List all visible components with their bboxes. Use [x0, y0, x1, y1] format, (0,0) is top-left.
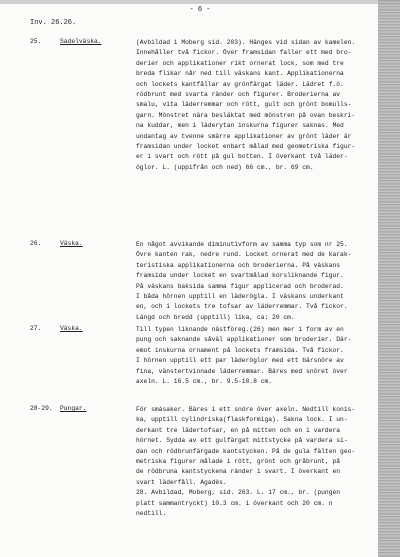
entry-name: Pungar.	[60, 405, 87, 412]
scan-right-edge	[378, 0, 400, 557]
scan-top-edge	[0, 0, 400, 4]
text-line: na kuddar, men i läderytan inskurna figurer saknas. Med	[136, 122, 344, 130]
entry-body	[136, 38, 376, 173]
text-line: pung och saknande såväl applikationer som broderier. Där-	[136, 336, 352, 344]
page-number: - 6 -	[189, 6, 211, 14]
text-line: svart läderfåll. Agadès.	[136, 478, 227, 486]
entry-body	[136, 240, 376, 323]
text-line: På väskans baksida samma figur applicerad och broderad.	[136, 282, 344, 290]
text-line: breda flikar når ned till väskans kant. Applikationerna	[136, 70, 344, 78]
entry-name: Sadelväska.	[60, 38, 102, 45]
entry-body	[136, 325, 376, 387]
text-line: garn. Mönstret nära besläktat med mönstren på ovan beskri-	[136, 111, 356, 119]
text-line: Innehåller två fickor. Över framsidan faller ett med bro-	[136, 49, 352, 57]
text-line: Längd och bredd (upptill) lika, ca: 20 cm.	[136, 313, 295, 321]
text-line: derkant tre lädertofsar, en på mitten och en i vardera	[136, 426, 341, 434]
text-line: ka, upptill cylindriska(flaskformiga). Sakna lock. I un-	[136, 416, 348, 424]
text-line: dan och rödbrunfärgade kantstycken. På de gula fälten geo-	[136, 447, 356, 455]
text-line: undantag av tvenne smärre applikationer av grönt läder är	[136, 132, 352, 140]
text-line: teristiska applikationerna och broderierna. På väskans	[136, 261, 341, 269]
text-line: I båda hörnen upptill en läderögla. I väskans underkant	[136, 292, 344, 300]
text-line: I hörnen upptill ett par läderöglor med ett bärsnöre av	[136, 357, 344, 365]
entry-name: Väska.	[60, 325, 83, 332]
text-line: platt sammantryckt) 10.3 cm. i överkant och 20 cm. n	[136, 499, 333, 507]
inventory-number: Inv. 26.26.	[30, 19, 77, 27]
text-line: rödbrunt med svarta ränder och figurer. Broderierna av	[136, 90, 341, 98]
text-line: er i svart och rött på gul botten. I överkant två läder-	[136, 153, 348, 161]
text-line: derier och applikationer rikt ornerat lock, som med tre	[136, 59, 344, 67]
text-line: framsidan under locket enbart målad med geometriska figur-	[136, 142, 356, 150]
text-line: smalu, vita läderremmar och rött, gult och grönt bomulls-	[136, 101, 352, 109]
text-line: (Avbildad i Moberg sid. 203). Hänges vid sidan av kamelen.	[136, 39, 356, 46]
entry-number: 26.	[30, 240, 42, 247]
text-line: En något avvikande diminutivform av samma typ som nr 25.	[136, 241, 348, 248]
text-line: fina, vänstertvinnade läderremmar. Bäres med snöret över	[136, 367, 348, 375]
entry-body	[136, 405, 376, 519]
text-line: och lockets kantfållar av grönfärgat läder. Lädret f.ö.	[136, 80, 344, 88]
text-line: nedtill.	[136, 509, 167, 517]
entry-number: 27.	[30, 325, 42, 332]
text-line: öglor. L. (uppifrån och ned) 66 cm., br. 69 cm.	[136, 163, 314, 171]
text-line: framsida under locket en svartmålad korsliknande figur.	[136, 272, 344, 280]
text-line: en, och i lockets tre tofsar av läderremmar. Två fickor.	[136, 303, 348, 311]
text-line: emot inskurna ornament på lockets framsida. Två fickor.	[136, 346, 344, 354]
text-line: 28. Avbildad, Moberg, sid. 263. L. 17 cm., br. (pungen	[136, 489, 341, 497]
text-line: de rödbruna kantstyckena ränder i svart. I överkant en	[136, 468, 341, 476]
text-line: Till typen liknande nästföreg.(26) men mer i form av en	[136, 326, 344, 333]
entry-name: Väska.	[60, 240, 83, 247]
text-line: För smásaker. Bäres i ett snöre över axeln. Nedtill konis-	[136, 406, 356, 413]
text-line: axeln. L. 16.5 cm., br. 9.5-10.8 cm.	[136, 377, 273, 385]
text-line: Övre kanten rak, nedre rund. Locket ornerat med de karak-	[136, 251, 352, 259]
entry-number: 28-29.	[30, 405, 53, 412]
text-line: metriska figurer målade i rött, grönt och gråbrunt, på	[136, 457, 341, 465]
text-line: hörnet. Sydda av ett gulfärgat mittstycke på vardera si-	[136, 437, 348, 445]
entry-number: 25.	[30, 38, 42, 45]
